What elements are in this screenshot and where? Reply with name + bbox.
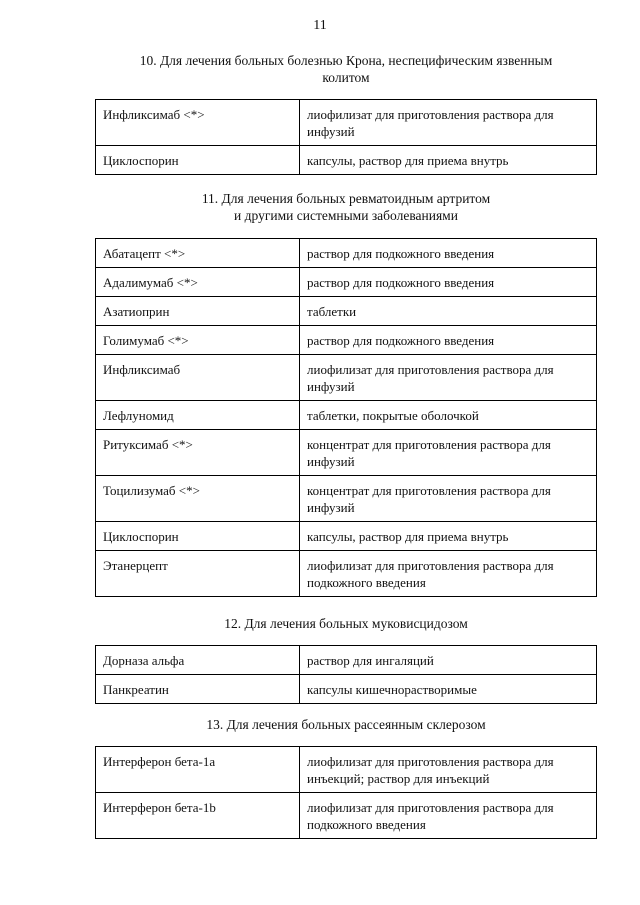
drug-name: Ритуксимаб <*> (96, 430, 300, 476)
table-row (96, 401, 597, 430)
drug-form: раствор для ингаляций (300, 646, 597, 675)
drug-table-10 (95, 99, 597, 175)
drug-name: Этанерцепт (96, 551, 300, 597)
section-heading-10 (95, 52, 597, 86)
table-row (96, 430, 597, 476)
drug-form: концентрат для приготовления раствора для инфузий (300, 476, 597, 522)
table-row (96, 551, 597, 597)
table-row (96, 355, 597, 401)
drug-form: капсулы, раствор для приема внутрь (300, 522, 597, 551)
heading-line: 13. Для лечения больных рассеянным склерозом (206, 717, 486, 732)
table-row (96, 268, 597, 297)
drug-name: Дорназа альфа (96, 646, 300, 675)
heading-line: 10. Для лечения больных болезнью Крона, неспецифическим язвенным (139, 53, 553, 68)
table-row (96, 522, 597, 551)
table-row (96, 326, 597, 355)
table-row (96, 100, 597, 146)
drug-name: Циклоспорин (96, 146, 300, 175)
drug-table-12 (95, 645, 597, 704)
drug-form: таблетки (300, 297, 597, 326)
table-row (96, 793, 597, 839)
drug-table-11 (95, 238, 597, 597)
table-row (96, 239, 597, 268)
drug-name: Лефлуномид (96, 401, 300, 430)
drug-form: лиофилизат для приготовления раствора для подкожного введения (300, 551, 597, 597)
section-heading-12 (95, 615, 597, 632)
drug-form: лиофилизат для приготовления раствора для подкожного введения (300, 793, 597, 839)
drug-form: раствор для подкожного введения (300, 326, 597, 355)
drug-form: лиофилизат для приготовления раствора для инфузий (300, 355, 597, 401)
heading-line: 12. Для лечения больных муковисцидозом (224, 616, 468, 631)
drug-form: капсулы кишечнорастворимые (300, 675, 597, 704)
drug-form: концентрат для приготовления раствора для инфузий (300, 430, 597, 476)
table-row (96, 146, 597, 175)
heading-line: и другими системными заболеваниями (234, 208, 458, 223)
drug-name: Инфликсимаб (96, 355, 300, 401)
table-row (96, 646, 597, 675)
drug-name: Голимумаб <*> (96, 326, 300, 355)
drug-name: Инфликсимаб <*> (96, 100, 300, 146)
drug-table-13 (95, 746, 597, 839)
table-row (96, 297, 597, 326)
drug-name: Интерферон бета-1a (96, 747, 300, 793)
drug-name: Интерферон бета-1b (96, 793, 300, 839)
drug-name: Азатиоприн (96, 297, 300, 326)
drug-form: раствор для подкожного введения (300, 268, 597, 297)
drug-name: Тоцилизумаб <*> (96, 476, 300, 522)
heading-line: колитом (322, 70, 370, 85)
drug-name: Панкреатин (96, 675, 300, 704)
table-row (96, 675, 597, 704)
page-number: 11 (313, 18, 327, 33)
drug-form: раствор для подкожного введения (300, 239, 597, 268)
drug-name: Абатацепт <*> (96, 239, 300, 268)
section-heading-13 (95, 716, 597, 733)
drug-form: лиофилизат для приготовления раствора для инфузий (300, 100, 597, 146)
drug-name: Циклоспорин (96, 522, 300, 551)
drug-name: Адалимумаб <*> (96, 268, 300, 297)
heading-line: 11. Для лечения больных ревматоидным артритом (201, 191, 491, 206)
table-row (96, 747, 597, 793)
drug-form: таблетки, покрытые оболочкой (300, 401, 597, 430)
drug-form: капсулы, раствор для приема внутрь (300, 146, 597, 175)
table-row (96, 476, 597, 522)
drug-form: лиофилизат для приготовления раствора для инъекций; раствор для инъекций (300, 747, 597, 793)
section-heading-11 (95, 190, 597, 224)
